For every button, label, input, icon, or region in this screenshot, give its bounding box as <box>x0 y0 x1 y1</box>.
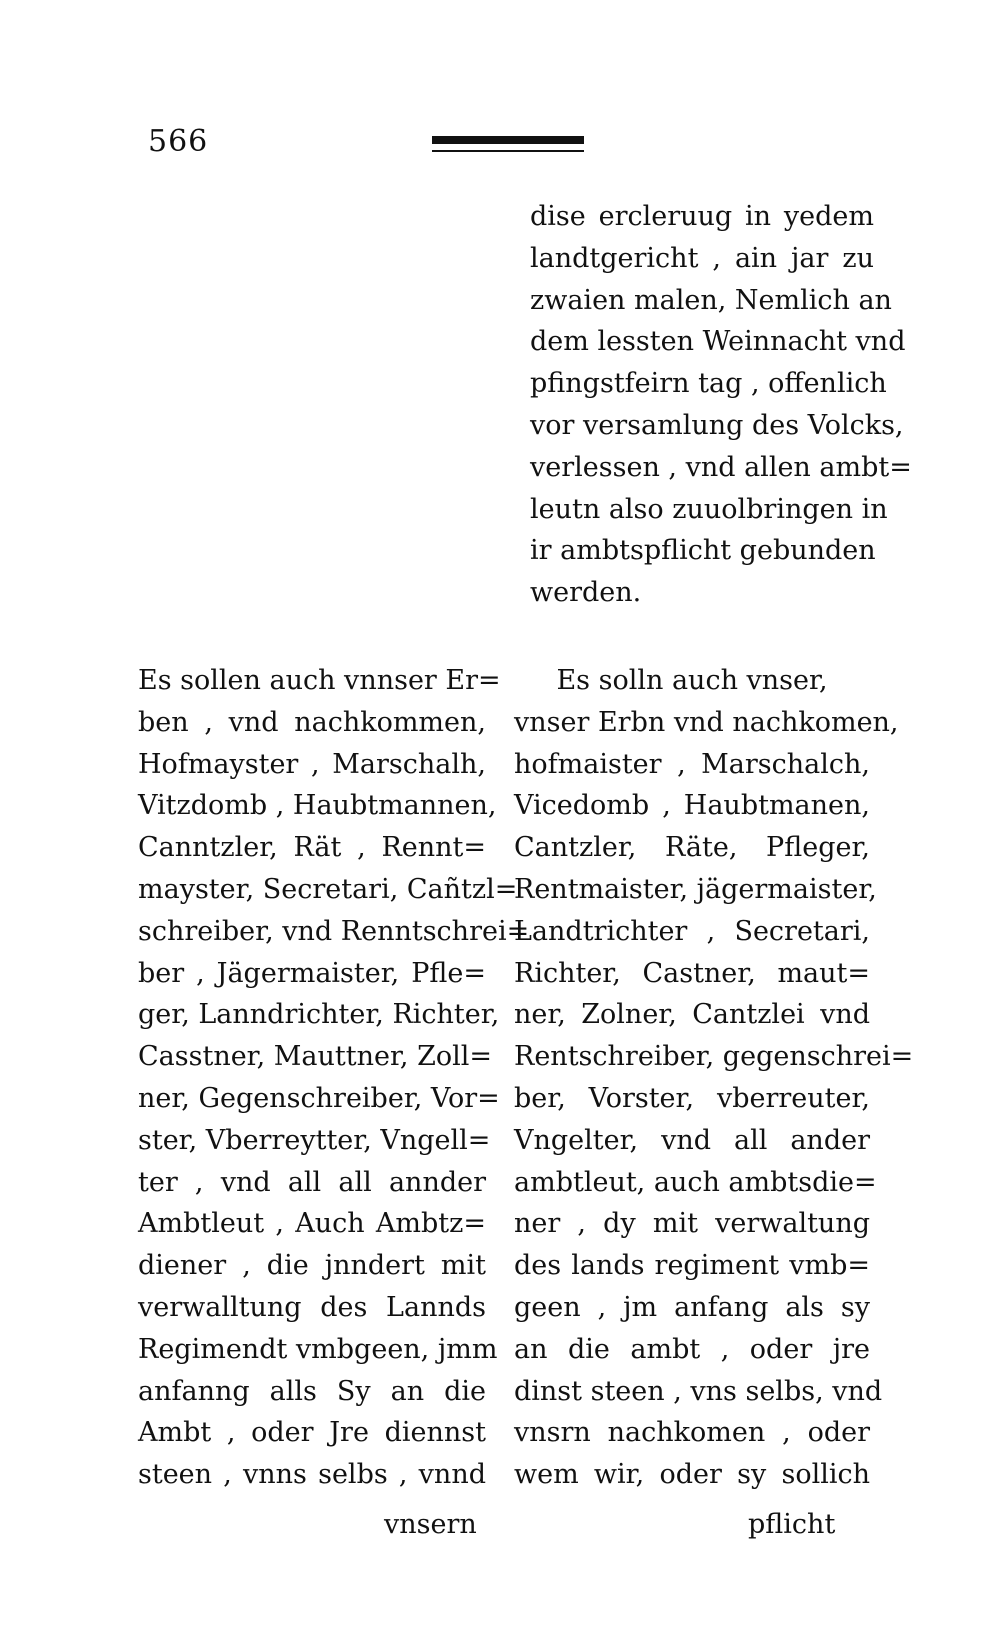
text-line: ambtleut, auch ambtsdie= <box>514 1166 877 1198</box>
text-line: werden. <box>530 577 642 609</box>
text-line: hofmaister , Marschalch, <box>514 748 870 780</box>
text-line: mayster, Secretari, Cañtzl= <box>138 873 518 905</box>
text-line: ner , dy mit verwaltung <box>514 1208 870 1240</box>
text-line: dinst steen , vns selbs, vnd <box>514 1375 883 1407</box>
text-line: ster, Vberreytter, Vngell= <box>138 1124 491 1156</box>
text-line: Casstner, Mauttner, Zoll= <box>138 1041 493 1073</box>
text-line: vnser Erbn vnd nachkomen, <box>514 706 899 738</box>
text-line: Vitzdomb , Haubtmannen, <box>138 790 497 822</box>
text-line: Richter, Castner, maut= <box>514 957 870 989</box>
text-line: anfanng alls Sy an die <box>138 1375 486 1407</box>
left-catchword: vnsern <box>384 1509 477 1540</box>
text-line: Rentschreiber, gegenschrei= <box>514 1041 914 1073</box>
text-line: verwalltung des Lannds <box>138 1291 486 1323</box>
left-column <box>138 660 530 1496</box>
text-line: Es solln auch vnser, <box>556 665 828 696</box>
text-line: dise ercleruug in yedem <box>530 201 874 232</box>
text-line: landtgericht , ain jar zu <box>530 242 874 274</box>
text-line: Vicedomb , Haubtmanen, <box>514 790 870 822</box>
text-line: pfingstfeirn tag , offenlich <box>530 368 887 400</box>
text-line: Es sollen auch vnnser Er= <box>138 665 501 696</box>
text-line: zwaien malen, Nemlich an <box>530 284 892 316</box>
text-line: Landtrichter , Secretari, <box>514 915 870 947</box>
page-number: 566 <box>148 124 209 159</box>
text-line: wem wir, oder sy sollich <box>514 1459 870 1491</box>
text-line: des lands regiment vmb= <box>514 1250 870 1282</box>
text-line: ner, Zolner, Cantzlei vnd <box>514 999 870 1031</box>
text-line: ber , Jägermaister, Pfle= <box>138 957 486 989</box>
text-line: dem lessten Weinnacht vnd <box>530 326 906 358</box>
text-line: Vngelter, vnd all ander <box>514 1124 870 1156</box>
text-line: steen , vnns selbs , vnnd <box>138 1459 486 1491</box>
text-line: verlessen , vnd allen ambt= <box>530 451 912 483</box>
header-rule-thin <box>432 150 584 152</box>
header-rule-thick <box>432 136 584 144</box>
text-line: Rentmaister, jägermaister, <box>514 873 877 905</box>
text-line: vnsrn nachkomen , oder <box>514 1417 870 1449</box>
text-line: ber, Vorster, vberreuter, <box>514 1082 870 1114</box>
text-line: Hofmayster , Marschalh, <box>138 748 486 780</box>
text-line: ir ambtspflicht gebunden <box>530 535 876 567</box>
text-line: ger, Lanndrichter, Richter, <box>138 999 500 1031</box>
top-right-paragraph <box>530 196 912 614</box>
text-line: Canntzler, Rät , Rennt= <box>138 832 486 864</box>
text-line: Ambt , oder Jre diennst <box>138 1417 486 1449</box>
text-line: diener , die jnndert mit <box>138 1250 486 1282</box>
right-column <box>514 660 914 1496</box>
text-line: ben , vnd nachkommen, <box>138 706 486 738</box>
text-line: Cantzler, Räte, Pfleger, <box>514 832 870 864</box>
text-line: Regimendt vmbgeen, jmm <box>138 1333 498 1365</box>
right-catchword: pflicht <box>748 1509 836 1540</box>
text-line: leutn also zuuolbringen in <box>530 493 888 525</box>
text-line: schreiber, vnd Renntschrei= <box>138 915 530 947</box>
text-line: Ambtleut , Auch Ambtz= <box>138 1208 486 1240</box>
text-line: ter , vnd all all annder <box>138 1166 486 1198</box>
text-line: an die ambt , oder jre <box>514 1333 870 1365</box>
text-line: vor versamlung des Volcks, <box>530 409 904 441</box>
text-line: ner, Gegenschreiber, Vor= <box>138 1082 500 1114</box>
text-line: geen , jm anfang als sy <box>514 1291 870 1323</box>
